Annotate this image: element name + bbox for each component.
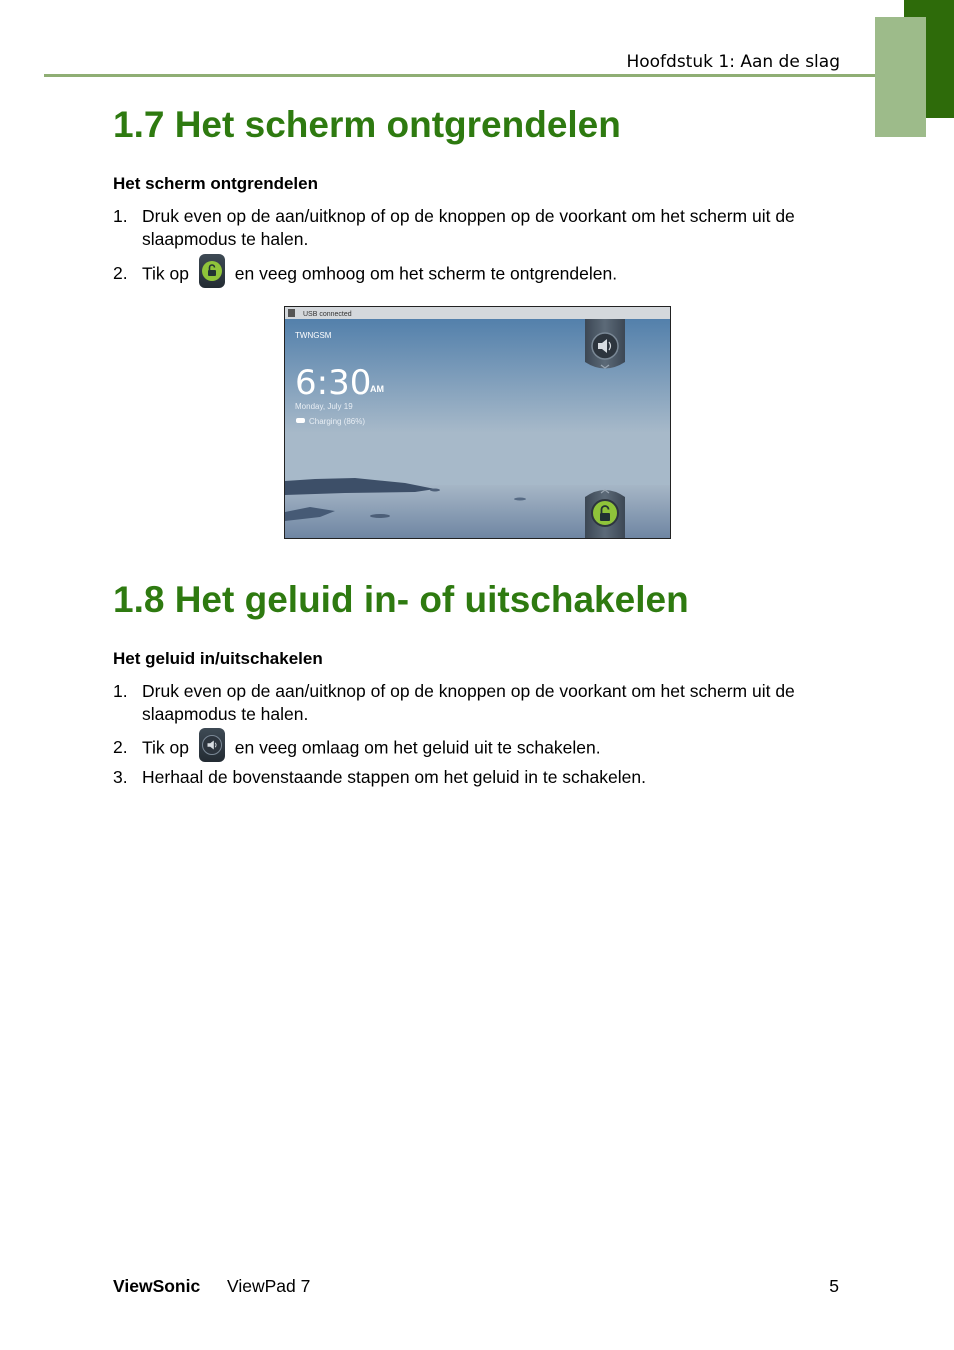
speaker-icon <box>199 728 225 762</box>
step-text-before: Tik op <box>142 737 190 758</box>
subheading-unlock: Het scherm ontgrendelen <box>113 174 318 193</box>
subheading-sound: Het geluid in/uitschakelen <box>113 649 323 668</box>
status-text: USB connected <box>303 311 352 318</box>
footer-model: ViewPad 7 <box>227 1276 311 1296</box>
footer-brand: ViewSonic <box>113 1276 201 1296</box>
step-unlock-1 <box>113 205 853 251</box>
unlock-icon <box>600 513 610 521</box>
rock <box>514 498 526 501</box>
header-rule <box>44 74 875 77</box>
charging-label: Charging (86%) <box>309 417 366 426</box>
sound-toggle-handle[interactable] <box>585 319 625 369</box>
step-number: 2. <box>113 737 128 757</box>
step-text: Druk even op de aan/uitknop of op de knoppen op de voorkant om het scherm uit de slaapmodus te halen. <box>142 206 795 249</box>
section-title-sound: 1.8 Het geluid in- of uitschakelen <box>113 579 689 620</box>
chapter-tab-light <box>875 17 926 137</box>
unlock-icon <box>199 254 225 288</box>
usb-icon <box>288 309 295 317</box>
step-number: 2. <box>113 263 128 283</box>
date-label: Monday, July 19 <box>295 402 353 411</box>
step-sound-2 <box>113 736 853 762</box>
unlock-handle[interactable] <box>585 490 625 538</box>
step-number: 3. <box>113 767 128 787</box>
clock-ampm: AM <box>370 384 384 394</box>
lockscreen-screenshot <box>284 306 671 539</box>
section-title-unlock: 1.7 Het scherm ontgrendelen <box>113 104 621 145</box>
rock <box>430 489 440 492</box>
step-sound-3 <box>113 766 853 789</box>
step-text-after: en veeg omhoog om het scherm te ontgrendelen. <box>234 263 618 284</box>
step-unlock-2 <box>113 262 853 288</box>
step-text-before: Tik op <box>142 263 190 284</box>
step-number: 1. <box>113 681 128 701</box>
clock-time: 6:30 <box>295 363 372 403</box>
rock <box>370 514 390 518</box>
battery-icon <box>296 418 305 423</box>
step-sound-1 <box>113 680 853 726</box>
page-number: 5 <box>829 1276 839 1296</box>
step-text: Herhaal de bovenstaande stappen om het geluid in te schakelen. <box>142 767 646 787</box>
step-number: 1. <box>113 206 128 226</box>
step-text: Druk even op de aan/uitknop of op de knoppen op de voorkant om het scherm uit de slaapmodus te halen. <box>142 681 795 724</box>
step-text-after: en veeg omlaag om het geluid uit te schakelen. <box>234 737 601 758</box>
chapter-header: Hoofdstuk 1: Aan de slag <box>626 52 840 72</box>
carrier-label: TWNGSM <box>295 331 332 340</box>
